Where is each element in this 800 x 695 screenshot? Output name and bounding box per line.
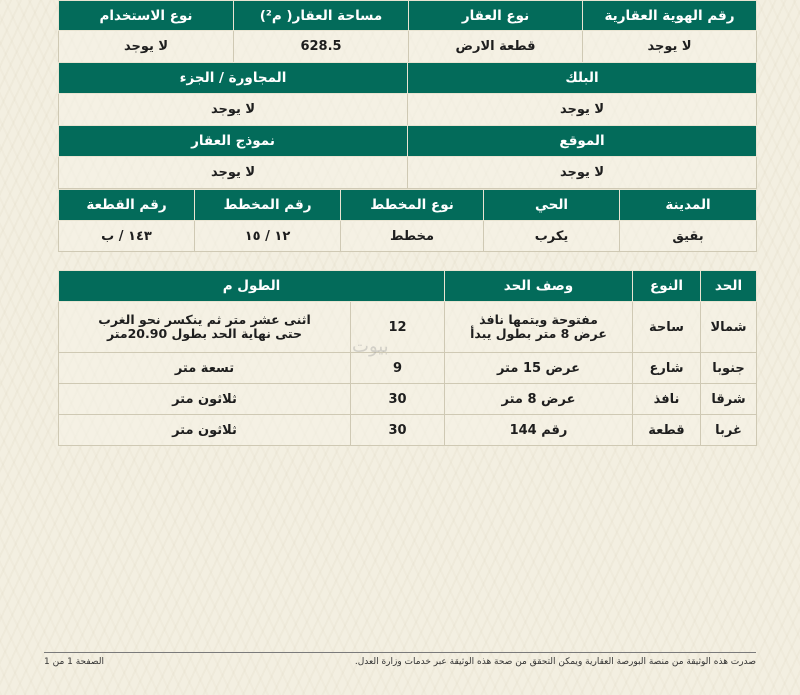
- boundary-length-number: 30: [351, 384, 445, 415]
- value-property-type: قطعة الارض: [409, 31, 583, 63]
- header-plan-number: رقم المخطط: [195, 190, 341, 221]
- footer-note: صدرت هذه الوثيقة من منصة البورصة العقارية ويمكن التحقق من صحة هذه الوثيقة عبر خدمات وزارة العدل.: [354, 657, 756, 667]
- boundary-length-text: [59, 302, 351, 353]
- value-property-area: 628.5: [234, 31, 409, 63]
- boundary-length-number: 9: [351, 353, 445, 384]
- boundary-length-text: تسعة متر: [59, 353, 351, 384]
- boundary-type: قطعة: [633, 415, 701, 446]
- header-plot-number: رقم القطعة: [59, 190, 195, 221]
- header-plan-type: نوع المخطط: [341, 190, 484, 221]
- boundary-description: عرض 8 متر: [445, 384, 633, 415]
- value-neighborhood-part: لا يوجد: [59, 94, 408, 126]
- header-property-type: نوع العقار: [409, 1, 583, 31]
- block-table: [58, 62, 757, 126]
- boundary-length-text: ثلاثون متر: [59, 384, 351, 415]
- value-block: لا يوجد: [408, 94, 757, 126]
- plan-table: [58, 189, 757, 252]
- footer-divider: [44, 652, 756, 653]
- value-property-id: لا يوجد: [583, 31, 757, 63]
- header-limit: الحد: [701, 271, 757, 302]
- value-plan-number: ١٢ / ١٥: [195, 221, 341, 252]
- boundary-limit: غربا: [701, 415, 757, 446]
- boundary-length-line: اثنى عشر متر ثم ينكسر نحو الغرب: [98, 312, 311, 327]
- table-row: [59, 302, 757, 353]
- header-neighborhood-part: المجاورة / الجزء: [59, 63, 408, 94]
- header-description: وصف الحد: [445, 271, 633, 302]
- boundary-length-text: ثلاثون متر: [59, 415, 351, 446]
- boundary-length-number: 30: [351, 415, 445, 446]
- boundary-type: ساحة: [633, 302, 701, 353]
- value-property-model: لا يوجد: [59, 157, 408, 189]
- boundaries-header-row: [59, 271, 757, 302]
- table-row: [59, 384, 757, 415]
- boundaries-table: [58, 270, 757, 446]
- boundary-limit: جنوبا: [701, 353, 757, 384]
- property-info-header-row: [59, 1, 757, 31]
- property-info-value-row: [59, 31, 757, 63]
- table-row: [59, 353, 757, 384]
- location-value-row: [59, 157, 757, 189]
- location-table: [58, 125, 757, 189]
- boundary-description-line: مفتوحة ويتمها نافذ: [479, 312, 598, 327]
- location-header-row: [59, 126, 757, 157]
- boundary-type: شارع: [633, 353, 701, 384]
- plan-value-row: [59, 221, 757, 252]
- header-type: النوع: [633, 271, 701, 302]
- value-city: بقيق: [620, 221, 757, 252]
- value-location: لا يوجد: [408, 157, 757, 189]
- header-city: المدينة: [620, 190, 757, 221]
- property-info-table: [58, 0, 757, 63]
- boundary-length-line: حتى نهاية الحد بطول 20.90متر: [106, 326, 302, 341]
- boundary-description: [445, 302, 633, 353]
- boundary-type: نافذ: [633, 384, 701, 415]
- boundary-description-line: عرض 8 متر بطول يبدأ: [470, 326, 607, 341]
- boundary-limit: شرقا: [701, 384, 757, 415]
- boundary-limit: شمالا: [701, 302, 757, 353]
- value-usage-type: لا يوجد: [59, 31, 234, 63]
- header-usage-type: نوع الاستخدام: [59, 1, 234, 31]
- header-district: الحي: [484, 190, 620, 221]
- header-location: الموقع: [408, 126, 757, 157]
- watermark: بيوت: [352, 336, 389, 357]
- value-district: يكرب: [484, 221, 620, 252]
- page-number: الصفحة 1 من 1: [44, 657, 104, 667]
- block-header-row: [59, 63, 757, 94]
- header-block: البلك: [408, 63, 757, 94]
- header-property-model: نموذج العقار: [59, 126, 408, 157]
- value-plan-type: مخطط: [341, 221, 484, 252]
- plan-header-row: [59, 190, 757, 221]
- block-value-row: [59, 94, 757, 126]
- header-property-id: رقم الهوية العقارية: [583, 1, 757, 31]
- boundary-description: رقم 144: [445, 415, 633, 446]
- table-row: [59, 415, 757, 446]
- header-length: الطول م: [59, 271, 445, 302]
- header-property-area: مساحة العقار( م²): [234, 1, 409, 31]
- boundary-description: عرض 15 متر: [445, 353, 633, 384]
- value-plot-number: ١٤٣ / ب: [59, 221, 195, 252]
- boundary-length-number: 12: [351, 302, 445, 353]
